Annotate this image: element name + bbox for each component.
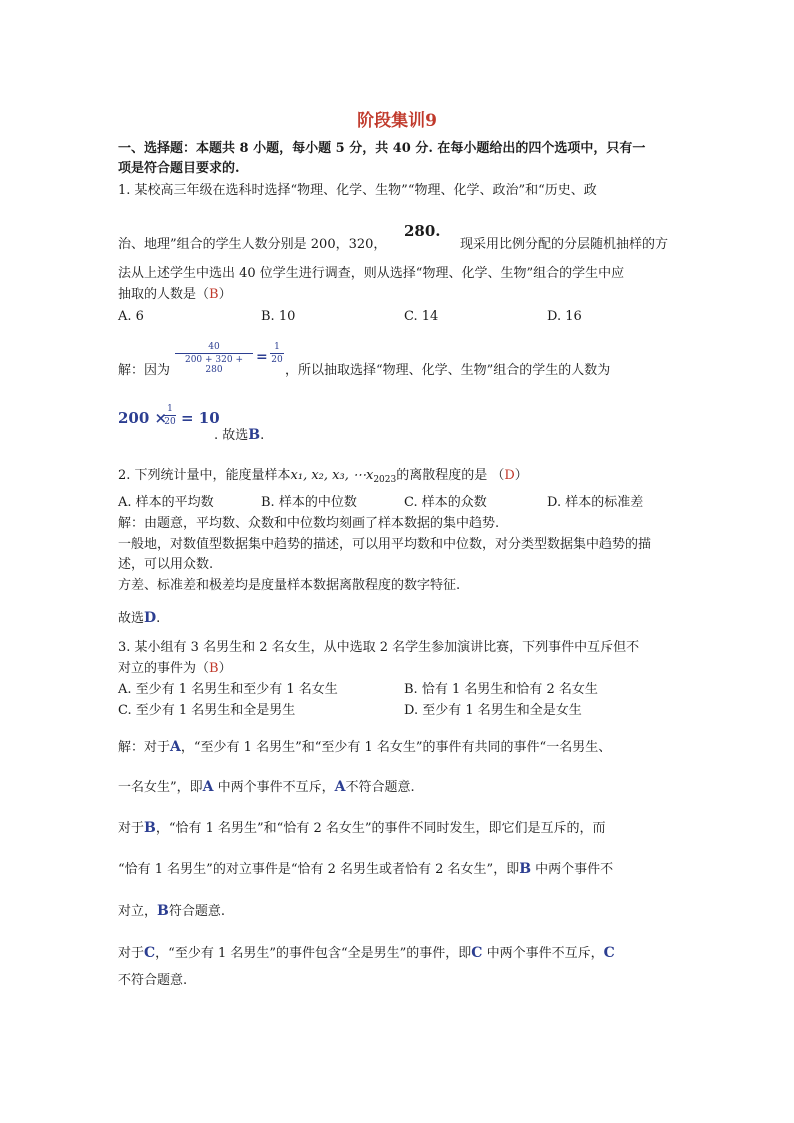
q1-option-b: B. 10 xyxy=(261,309,296,324)
q1-calc-conclusion xyxy=(214,426,264,445)
q2-conclusion-text: 故选 xyxy=(118,611,145,626)
q3-s1-text-a: 解：对于 xyxy=(118,740,171,755)
q1-conclusion-letter: B xyxy=(248,427,261,443)
section-heading-cont: 项是符合题目要求的. xyxy=(118,161,240,176)
q3-stem-text: 对立的事件为（ xyxy=(118,661,210,676)
q1-number-280: 280. xyxy=(404,222,441,240)
q3-s2-letter: A xyxy=(202,779,214,795)
q2-stem-a: 2. 下列统计量中，能度量样本 xyxy=(118,468,291,483)
q2-option-c: C. 样本的众数 xyxy=(404,495,487,510)
q3-s4-text-b: 中两个事件不 xyxy=(531,862,614,877)
q3-solution-2 xyxy=(118,778,415,797)
q1-stem-text: 抽取的人数是（ xyxy=(118,287,210,302)
q3-s6-text-a: 对于 xyxy=(118,946,145,961)
calc-bar xyxy=(164,415,176,416)
q3-s6-text-b: ，“至少有 1 名男生”的事件包含“全是男生”的事件，即 xyxy=(155,946,472,961)
q1-fraction-1 xyxy=(175,342,253,375)
q3-solution-4 xyxy=(118,860,613,879)
q2-solution-2: 一般地，对数值型数据集中趋势的描述，可以用平均数和中位数，对分类型数据集中趋势的描 xyxy=(118,537,652,552)
q3-s6-letter: C xyxy=(144,945,156,961)
q1-equals: = xyxy=(256,349,268,365)
q3-option-c: C. 至少有 1 名男生和全是男生 xyxy=(118,703,296,718)
q3-s1-text-b: ，“至少有 1 名男生”和“至少有 1 名女生”的事件有共同的事件“一名男生、 xyxy=(180,740,612,755)
q2-stem xyxy=(118,467,528,489)
q3-solution-7: 不符合题意. xyxy=(118,973,188,988)
q1-solution-prefix: 解：因为 xyxy=(118,363,171,378)
q3-s4-letter: B xyxy=(519,861,532,877)
q1-conclusion-dot: . xyxy=(260,428,265,443)
q1-option-a: A. 6 xyxy=(118,309,144,324)
q3-s2-text-c: 不符合题意. xyxy=(345,780,415,795)
q3-s4-text-a: “恰有 1 名男生”的对立事件是“恰有 2 名男生或者恰有 2 名女生”，即 xyxy=(118,862,520,877)
q3-answer: B xyxy=(209,661,219,676)
q1-close: ） xyxy=(218,287,232,302)
frac2-bar xyxy=(270,353,284,354)
q2-solution-5 xyxy=(118,609,160,628)
q2-solution-3: 述，可以用众数. xyxy=(118,557,214,572)
q3-s2-letter-2: A xyxy=(334,779,346,795)
frac1-bar xyxy=(175,353,253,354)
q1-calc-200: 200 × xyxy=(118,409,168,427)
q3-option-d: D. 至少有 1 名男生和全是女生 xyxy=(404,703,582,718)
q1-option-c: C. 14 xyxy=(404,309,439,324)
q3-s5-text-a: 对立， xyxy=(118,904,158,919)
q3-stem-line1: 3. 某小组有 3 名男生和 2 名女生，从中选取 2 名学生参加演讲比赛，下列事件中互斥但不 xyxy=(118,640,640,655)
q3-solution-1 xyxy=(118,738,611,757)
q3-s6-text-c: 中两个事件不互斥， xyxy=(482,946,604,961)
q3-s5-letter: B xyxy=(157,903,169,919)
q3-solution-5 xyxy=(118,902,225,921)
frac2-denominator: 20 xyxy=(271,355,283,365)
calc-numerator: 1 xyxy=(167,404,173,414)
q2-variables-sub: 2023 xyxy=(373,475,397,485)
q1-fraction-2 xyxy=(270,342,284,365)
q2-option-b: B. 样本的中位数 xyxy=(261,495,357,510)
page-title: 阶段集训9 xyxy=(357,111,437,131)
q2-option-d: D. 样本的标准差 xyxy=(547,495,644,510)
frac1-numerator: 40 xyxy=(208,342,220,352)
q3-s6-letter-2: C xyxy=(471,945,483,961)
q3-s2-text-a: 一名女生”，即 xyxy=(118,780,203,795)
q3-s3-text-b: ，“恰有 1 名男生”和“恰有 2 名女生”的事件不同时发生，即它们是互斥的，而 xyxy=(155,821,606,836)
q1-option-d: D. 16 xyxy=(547,309,582,324)
q2-solution-4: 方差、标准差和极差均是度量样本数据离散程度的数字特征. xyxy=(118,578,461,593)
frac1-denominator: 200 + 320 + 280 xyxy=(184,355,244,375)
q3-stem-line2 xyxy=(118,660,232,678)
q1-stem-line2b: 现采用比例分配的分层随机抽样的方 xyxy=(460,237,669,252)
q3-solution-6 xyxy=(118,944,615,963)
q2-solution-1: 解：由题意，平均数、众数和中位数均刻画了样本数据的集中趋势. xyxy=(118,516,500,531)
q3-s1-letter: A xyxy=(170,739,181,755)
q1-calc-fraction xyxy=(164,404,176,427)
q1-stem-line3: 法从上述学生中选出 40 位学生进行调查，则从选择“物理、化学、生物”组合的学生中应 xyxy=(118,266,625,281)
q3-s3-letter: B xyxy=(144,820,156,836)
q1-stem-line2a: 治、地理”组合的学生人数分别是 200，320， xyxy=(118,237,387,252)
q2-answer: D xyxy=(504,468,515,483)
q3-s2-text-b: 中两个事件不互斥， xyxy=(213,780,335,795)
q1-answer: B xyxy=(209,287,219,302)
q2-close: ） xyxy=(514,468,528,483)
q1-stem-line4 xyxy=(118,286,232,304)
frac2-numerator: 1 xyxy=(274,342,280,352)
q1-conclusion-text: . 故选 xyxy=(214,428,249,443)
section-heading: 一、选择题：本题共 8 小题，每小题 5 分，共 40 分. 在每小题给出的四个选项中，只有一 xyxy=(118,141,646,156)
q3-solution-3 xyxy=(118,819,606,838)
q3-close: ） xyxy=(218,661,232,676)
calc-denominator: 20 xyxy=(164,417,176,427)
q1-stem-line1: 1. 某校高三年级在选科时选择“物理、化学、生物”“物理、化学、政治”和“历史、政 xyxy=(118,183,597,198)
q2-conclusion-letter: D xyxy=(144,610,157,626)
q3-s6-letter-3: C xyxy=(603,945,615,961)
q2-stem-b: 的离散程度的是 （ xyxy=(396,468,505,483)
q3-s5-text-b: 符合题意. xyxy=(168,904,225,919)
q3-option-a: A. 至少有 1 名男生和至少有 1 名女生 xyxy=(118,682,338,697)
q2-option-a: A. 样本的平均数 xyxy=(118,495,214,510)
q3-option-b: B. 恰有 1 名男生和恰有 2 名女生 xyxy=(404,682,598,697)
q2-conclusion-dot: . xyxy=(156,611,161,626)
q2-variables: x₁, x₂, x₃, ⋯x xyxy=(290,468,374,483)
q3-s3-text-a: 对于 xyxy=(118,821,145,836)
q1-calc-result: = 10 xyxy=(181,409,220,427)
q1-solution-rest: ，所以抽取选择“物理、化学、生物”组合的学生的人数为 xyxy=(285,363,611,378)
